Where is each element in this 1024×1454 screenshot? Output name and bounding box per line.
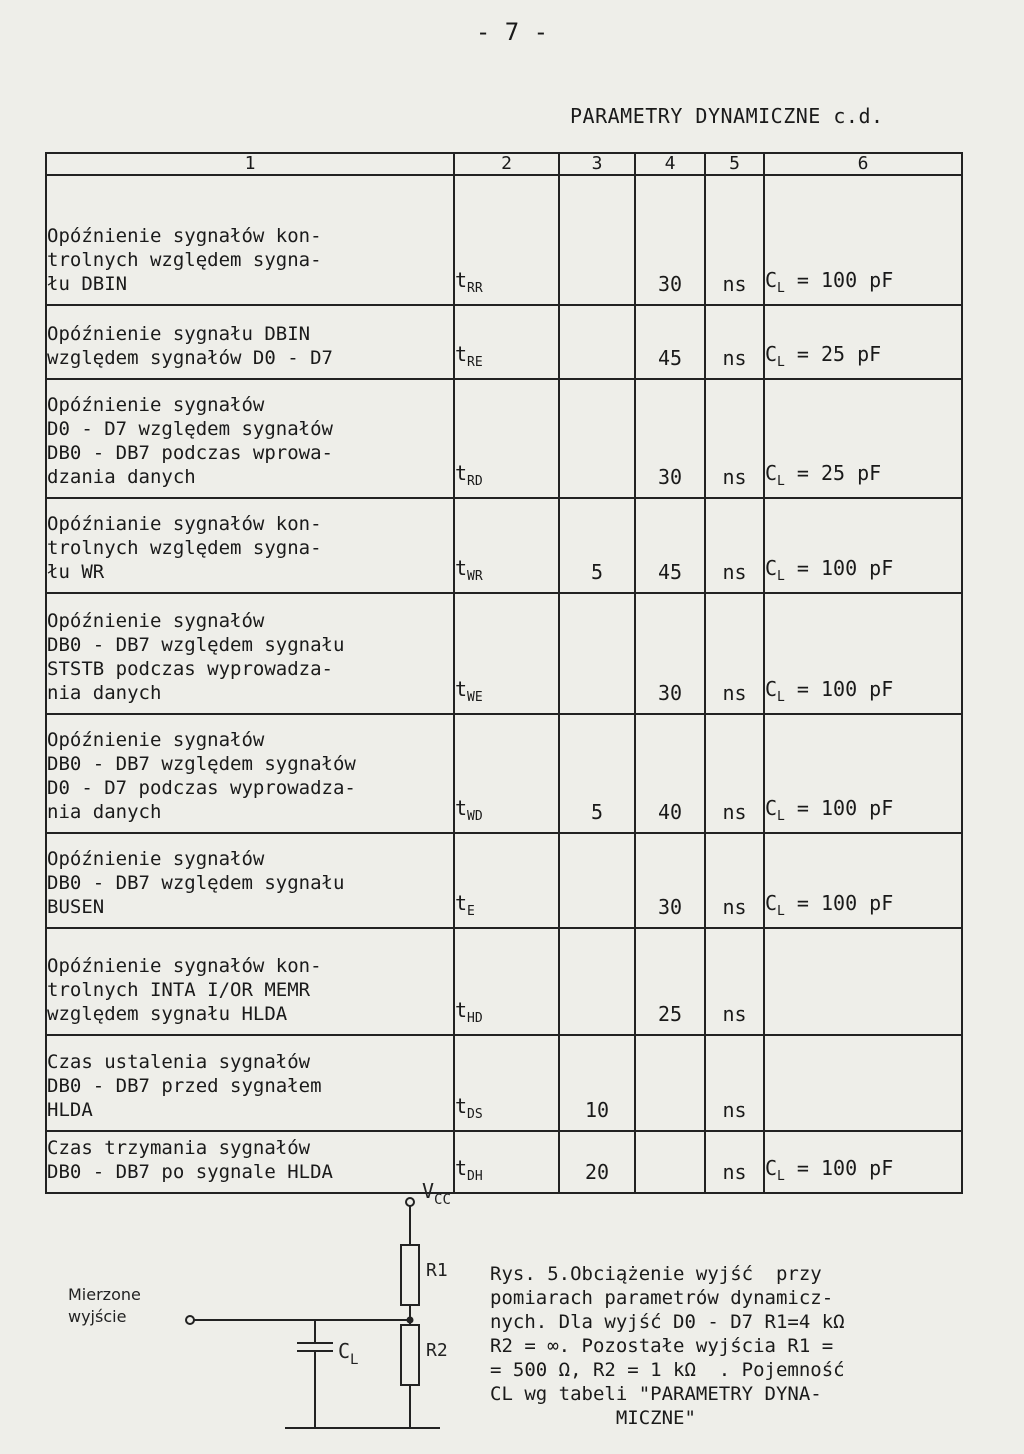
col-header-1: 1 bbox=[46, 153, 454, 175]
table-row bbox=[46, 379, 962, 498]
value-max: 45 bbox=[635, 498, 705, 593]
load-circuit-diagram bbox=[60, 1180, 490, 1454]
input-label-line2: wyjście bbox=[68, 1307, 127, 1326]
parameter-description: Opóźnienie sygnałów DB0 - DB7 względem sygnałów D0 - D7 podczas wyprowadza- nia danych bbox=[46, 714, 454, 833]
unit: ns bbox=[705, 175, 764, 305]
caption-line: Rys. 5.Obciążenie wyjść przy bbox=[490, 1263, 822, 1285]
col-header-3: 3 bbox=[559, 153, 635, 175]
parameter-description: Opóźnienie sygnałów D0 - D7 względem sygnałów DB0 - DB7 podczas wprowa- dzania danych bbox=[46, 379, 454, 498]
vcc-label: $V_{CC}$ bbox=[422, 1180, 451, 1208]
test-condition: $C_L = 100$ pF bbox=[764, 593, 962, 714]
parameter-symbol: $t_{DH}$ bbox=[454, 1131, 559, 1193]
value-min: 20 bbox=[559, 1131, 635, 1193]
parameter-symbol: $t_{HD}$ bbox=[454, 928, 559, 1035]
parameter-description: Czas trzymania sygnałów DB0 - DB7 po sygnale HLDA bbox=[46, 1131, 454, 1193]
test-condition: $C_L = 100$ pF bbox=[764, 714, 962, 833]
value-min bbox=[559, 593, 635, 714]
unit: ns bbox=[705, 1131, 764, 1193]
test-condition: $C_L = 100$ pF bbox=[764, 498, 962, 593]
value-min bbox=[559, 305, 635, 379]
parameter-symbol: $t_{RE}$ bbox=[454, 305, 559, 379]
parameter-symbol: $t_{RR}$ bbox=[454, 175, 559, 305]
capacitor-label: $C_L$ bbox=[338, 1339, 359, 1368]
page-number: - 7 - bbox=[475, 18, 549, 46]
table-row bbox=[46, 593, 962, 714]
vcc-terminal bbox=[406, 1198, 414, 1206]
test-condition: $C_L = 25$ pF bbox=[764, 305, 962, 379]
caption-line: nych. Dla wyjść D0 - D7 R1=4 kΩ bbox=[490, 1311, 845, 1333]
r1-label: R1 bbox=[426, 1260, 448, 1281]
value-max: 30 bbox=[635, 833, 705, 928]
value-min bbox=[559, 175, 635, 305]
parameter-description: Opóźnienie sygnału DBIN względem sygnałów D0 - D7 bbox=[46, 305, 454, 379]
parameter-symbol: $t_{DS}$ bbox=[454, 1035, 559, 1131]
parameter-symbol: $t_{WE}$ bbox=[454, 593, 559, 714]
table-body bbox=[46, 175, 962, 1193]
value-max: 25 bbox=[635, 928, 705, 1035]
value-max: 45 bbox=[635, 305, 705, 379]
caption-line: pomiarach parametrów dynamicz- bbox=[490, 1287, 834, 1309]
value-min bbox=[559, 928, 635, 1035]
value-max: 30 bbox=[635, 593, 705, 714]
resistor-r2 bbox=[401, 1325, 419, 1385]
parameter-symbol: $t_{WD}$ bbox=[454, 714, 559, 833]
parameters-table bbox=[45, 152, 963, 1194]
resistor-r1 bbox=[401, 1245, 419, 1305]
value-min bbox=[559, 379, 635, 498]
col-header-6: 6 bbox=[764, 153, 962, 175]
value-min: 5 bbox=[559, 498, 635, 593]
value-min: 5 bbox=[559, 714, 635, 833]
parameter-description: Opóźnienie sygnałów kon- trolnych względem sygna- łu DBIN bbox=[46, 175, 454, 305]
value-min bbox=[559, 833, 635, 928]
test-condition: $C_L = 100$ pF bbox=[764, 833, 962, 928]
unit: ns bbox=[705, 593, 764, 714]
unit: ns bbox=[705, 1035, 764, 1131]
value-max bbox=[635, 1131, 705, 1193]
test-condition: $C_L = 100$ pF bbox=[764, 1131, 962, 1193]
unit: ns bbox=[705, 714, 764, 833]
table-row bbox=[46, 928, 962, 1035]
value-max bbox=[635, 1035, 705, 1131]
parameter-description: Opóźnienie sygnałów DB0 - DB7 względem sygnału STSTB podczas wyprowadza- nia danych bbox=[46, 593, 454, 714]
unit: ns bbox=[705, 305, 764, 379]
unit: ns bbox=[705, 498, 764, 593]
col-header-5: 5 bbox=[705, 153, 764, 175]
parameter-description: Czas ustalenia sygnałów DB0 - DB7 przed sygnałem HLDA bbox=[46, 1035, 454, 1131]
value-max: 30 bbox=[635, 379, 705, 498]
parameter-description: Opóźnienie sygnałów DB0 - DB7 względem sygnału BUSEN bbox=[46, 833, 454, 928]
section-title: PARAMETRY DYNAMICZNE c.d. bbox=[570, 104, 884, 128]
test-condition bbox=[764, 1035, 962, 1131]
caption-line: = 500 Ω, R2 = 1 kΩ . Pojemność bbox=[490, 1359, 845, 1381]
table-row bbox=[46, 175, 962, 305]
caption-line: MICZNE" bbox=[490, 1407, 696, 1429]
unit: ns bbox=[705, 928, 764, 1035]
caption-line: CL wg tabeli "PARAMETRY DYNA- bbox=[490, 1383, 822, 1405]
figure-caption bbox=[490, 1262, 970, 1430]
col-header-2: 2 bbox=[454, 153, 559, 175]
unit: ns bbox=[705, 833, 764, 928]
table-row bbox=[46, 1035, 962, 1131]
table-row bbox=[46, 498, 962, 593]
test-condition: $C_L = 100$ pF bbox=[764, 175, 962, 305]
parameter-symbol: $t_{RD}$ bbox=[454, 379, 559, 498]
table-row bbox=[46, 833, 962, 928]
table-header-row bbox=[46, 153, 962, 175]
test-condition: $C_L = 25$ pF bbox=[764, 379, 962, 498]
table-row bbox=[46, 714, 962, 833]
input-terminal bbox=[186, 1316, 194, 1324]
parameter-description: Opóźnianie sygnałów kon- trolnych względem sygna- łu WR bbox=[46, 498, 454, 593]
value-max: 30 bbox=[635, 175, 705, 305]
parameter-description: Opóźnienie sygnałów kon- trolnych INTA I/OR MEMR względem sygnału HLDA bbox=[46, 928, 454, 1035]
input-label-line1: Mierzone bbox=[68, 1285, 141, 1304]
test-condition bbox=[764, 928, 962, 1035]
unit: ns bbox=[705, 379, 764, 498]
value-min: 10 bbox=[559, 1035, 635, 1131]
junction-dot bbox=[407, 1317, 414, 1324]
parameter-symbol: $t_{WR}$ bbox=[454, 498, 559, 593]
value-max: 40 bbox=[635, 714, 705, 833]
parameter-symbol: $t_E$ bbox=[454, 833, 559, 928]
caption-line: R2 = ∞. Pozostałe wyjścia R1 = bbox=[490, 1335, 834, 1357]
r2-label: R2 bbox=[426, 1340, 448, 1361]
table-row bbox=[46, 305, 962, 379]
col-header-4: 4 bbox=[635, 153, 705, 175]
